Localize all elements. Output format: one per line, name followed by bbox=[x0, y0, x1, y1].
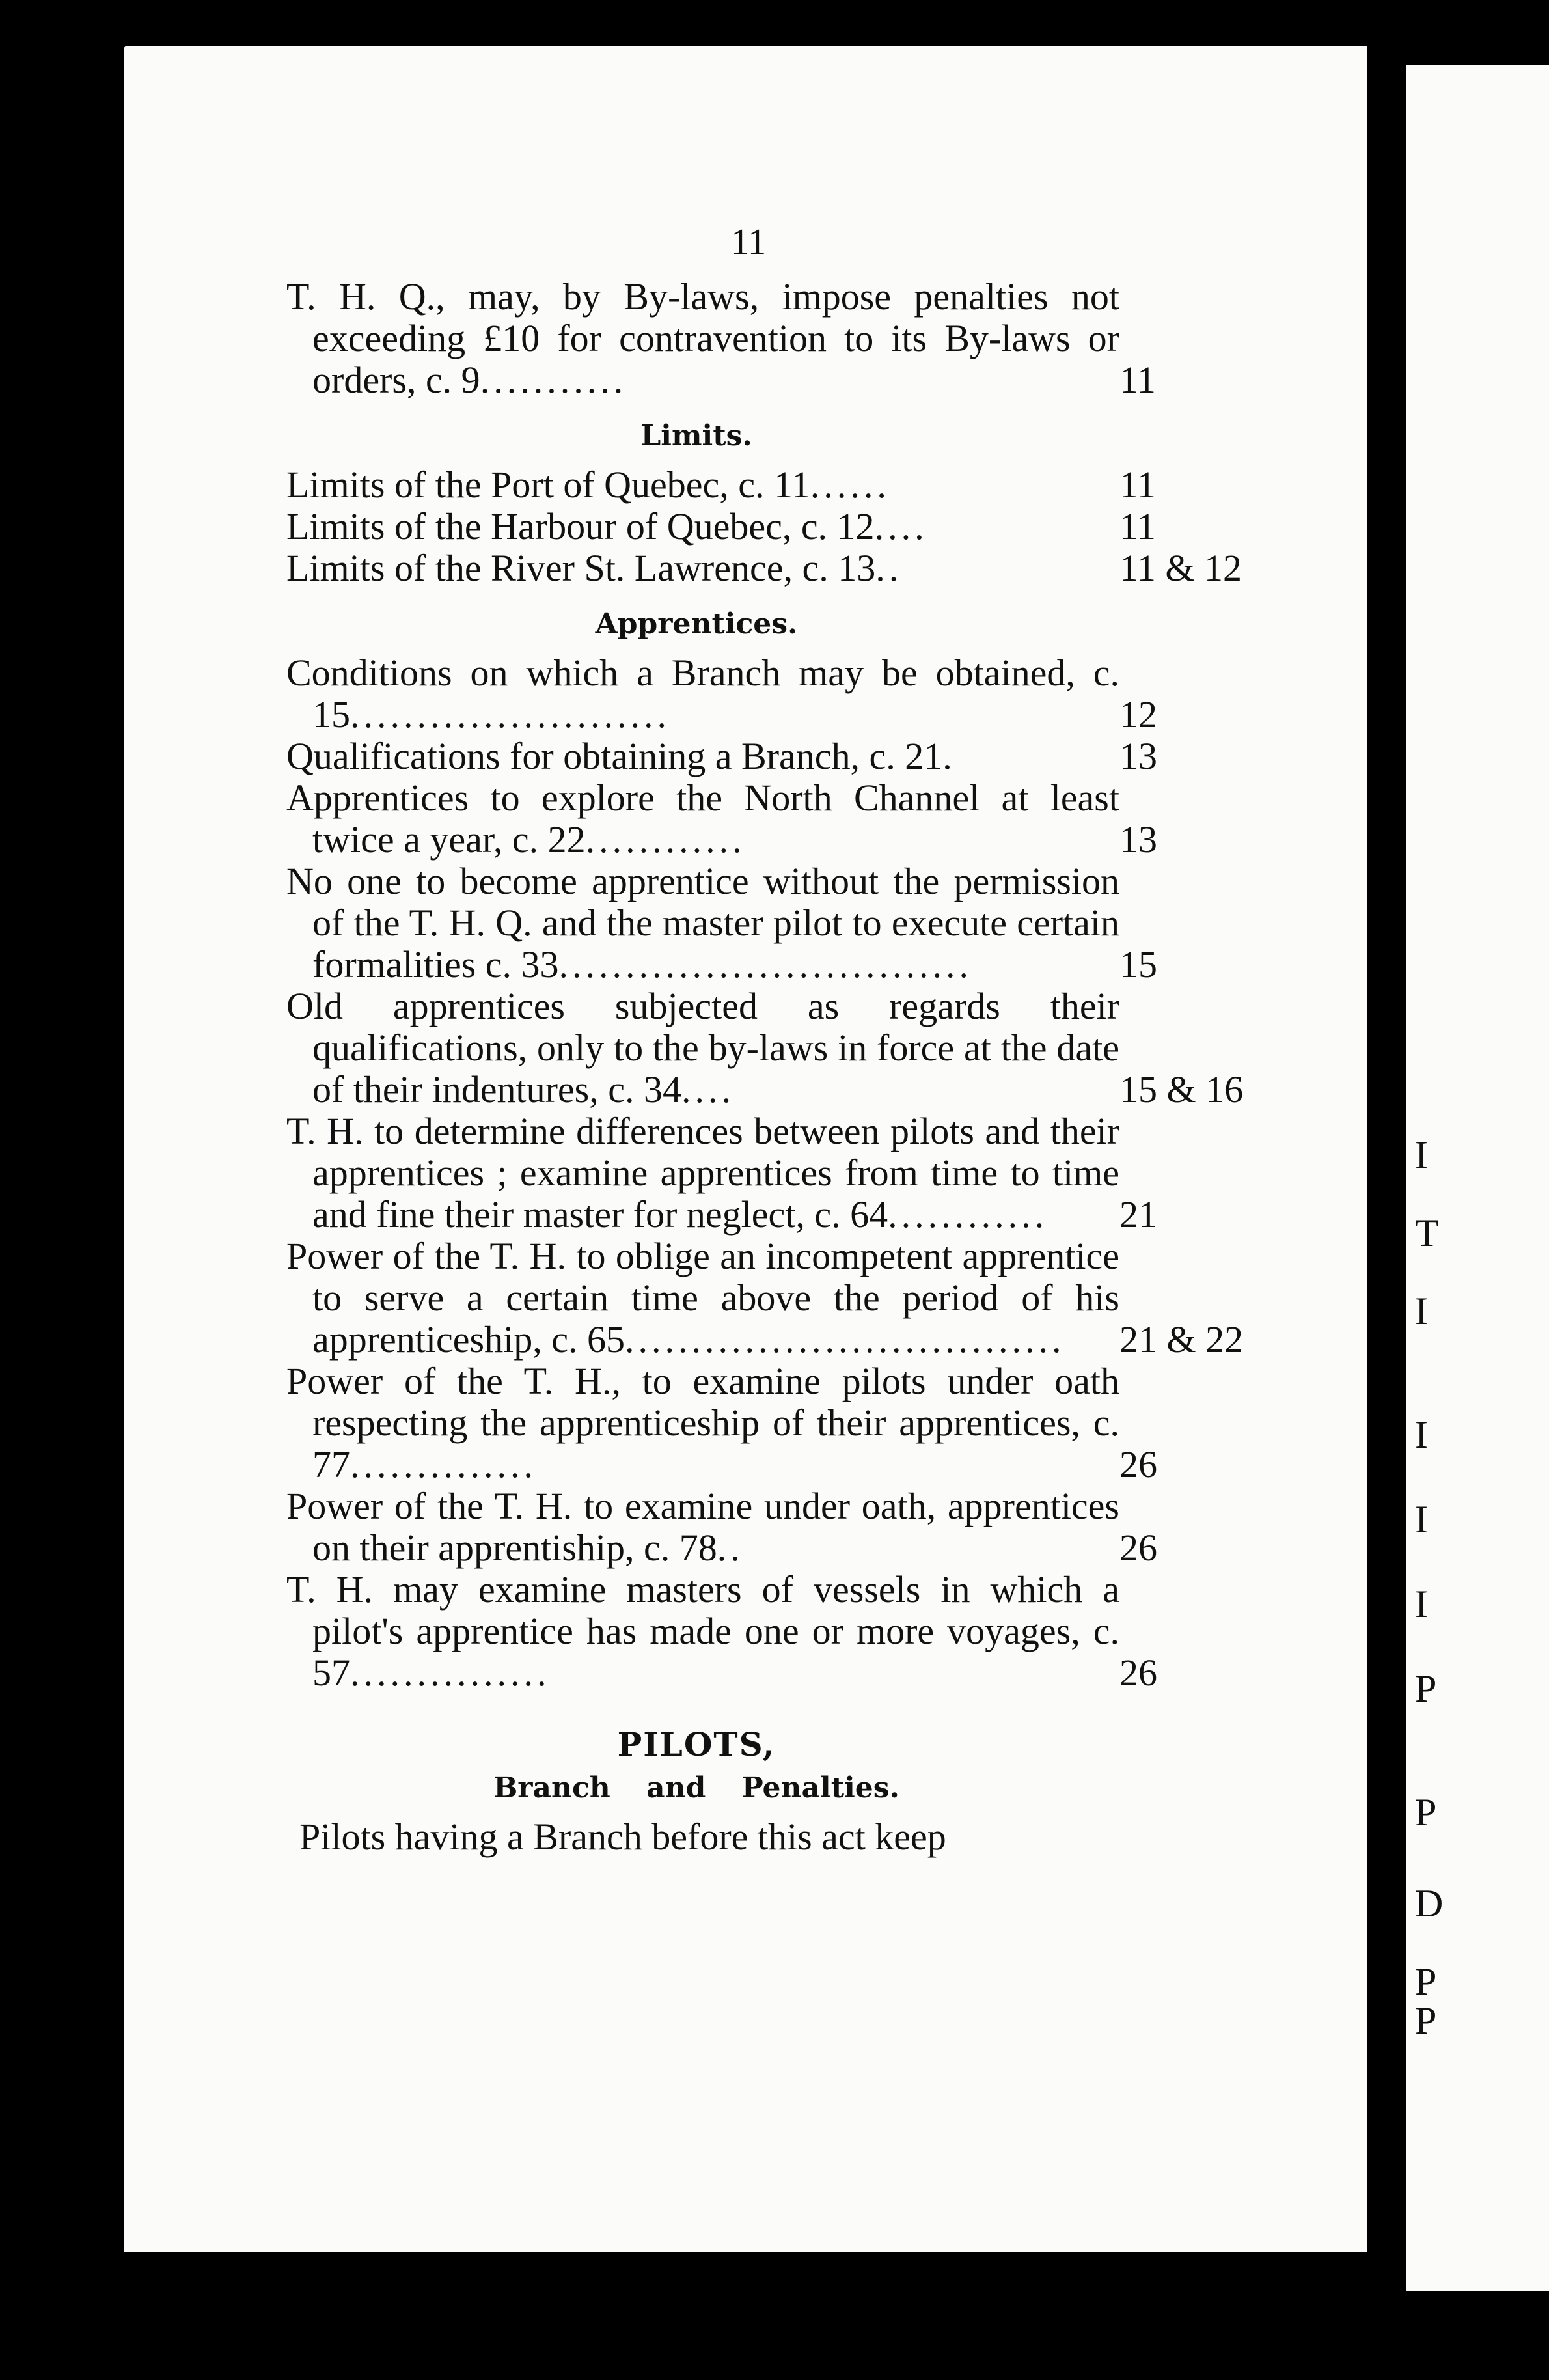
section-heading-apprentices: Apprentices. bbox=[595, 607, 798, 641]
entry-text: T. H. Q., may, by By-laws, impose penalties not exceeding £10 for contravention to its By-laws or orders, c. 9 bbox=[286, 275, 1119, 401]
leader-dots: ............................... bbox=[558, 943, 973, 986]
entry-page-ref: 26 bbox=[1119, 1443, 1157, 1486]
entry-text: Conditions on which a Branch may be obtained, c. 15 bbox=[286, 652, 1119, 736]
leader-dots: .. bbox=[717, 1527, 744, 1569]
entry-page-ref: 21 & 22 bbox=[1119, 1318, 1244, 1361]
leader-dots: ........... bbox=[480, 359, 627, 401]
right-page-letter: D bbox=[1415, 1882, 1444, 1925]
section-heading-limits: Limits. bbox=[640, 419, 752, 452]
entry-text: Old apprentices subjected as regards their qualifications, only to the by-laws in force at the date of their indentures, c. 34 bbox=[286, 985, 1119, 1111]
entry-text: Limits of the Port of Quebec, c. 11 bbox=[286, 464, 810, 506]
index-entry bbox=[286, 735, 1157, 777]
subheading-branch-penalties: Branch and Penalties. bbox=[493, 1771, 899, 1805]
section-heading-pilots: PILOTS, bbox=[617, 1725, 776, 1764]
entry-text: Limits of the River St. Lawrence, c. 13 bbox=[286, 547, 876, 589]
entry-text: Power of the T. H. to oblige an incompetent apprentice to serve a certain time above the period of his apprenticeship, c. 65 bbox=[286, 1235, 1119, 1361]
index-entry bbox=[286, 1235, 1244, 1361]
right-page-letter: I bbox=[1415, 1290, 1428, 1333]
index-entry bbox=[286, 860, 1157, 986]
index-entry bbox=[286, 1568, 1157, 1694]
leader-dots: .. bbox=[875, 547, 903, 589]
entry-page-ref: 26 bbox=[1119, 1527, 1157, 1569]
entry-text: Limits of the Harbour of Quebec, c. 12 bbox=[286, 505, 875, 547]
entry-page-ref: 21 bbox=[1119, 1193, 1157, 1236]
page-number: 11 bbox=[731, 222, 766, 262]
leader-dots: .... bbox=[681, 1068, 735, 1111]
entry-text: No one to become apprentice without the permission of the T. H. Q. and the master pilot to execute certain formalities c. 33 bbox=[286, 860, 1119, 986]
leader-dots: ...... bbox=[810, 464, 890, 506]
entry-text: T. H. may examine masters of vessels in which a pilot's apprentice has made one or more voyages, c. 57 bbox=[286, 1568, 1119, 1694]
entry-page-ref: 13 bbox=[1119, 735, 1157, 777]
paragraph-first-line: Pilots having a Branch before this act keep bbox=[299, 1816, 946, 1858]
entry-page-ref: 26 bbox=[1119, 1652, 1157, 1694]
index-entry bbox=[286, 1360, 1157, 1486]
book-spine bbox=[1367, 26, 1406, 2265]
entry-page-ref: 11 & 12 bbox=[1119, 547, 1242, 589]
entry-text: Power of the T. H., to examine pilots under oath respecting the apprenticeship of their apprentices, c. 77 bbox=[286, 1360, 1119, 1486]
entry-text: Power of the T. H. to examine under oath, apprentices on their apprentiship, c. 78 bbox=[286, 1485, 1119, 1569]
leader-dots: ............... bbox=[350, 1652, 551, 1694]
index-entry bbox=[286, 652, 1157, 736]
leader-dots: ........................ bbox=[350, 693, 670, 736]
leader-dots: ............ bbox=[888, 1193, 1049, 1236]
index-entry bbox=[286, 547, 1242, 589]
index-entry bbox=[286, 777, 1157, 861]
right-page-letter: P bbox=[1415, 1791, 1437, 1834]
entry-page-ref: 13 bbox=[1119, 818, 1157, 861]
right-page-letter: I bbox=[1415, 1583, 1428, 1626]
entry-text: T. H. to determine differences between pilots and their apprentices ; examine apprentices from time to time and fine their master for neglect, c. 64 bbox=[286, 1110, 1119, 1236]
right-page-letter: T bbox=[1415, 1211, 1439, 1254]
leader-dots: ............ bbox=[585, 818, 746, 861]
right-page-letter: P bbox=[1415, 1960, 1437, 2003]
entry-page-ref: 11 bbox=[1119, 359, 1156, 401]
right-page bbox=[1406, 65, 1549, 2291]
entry-page-ref: 11 bbox=[1119, 464, 1156, 506]
right-page-letter: P bbox=[1415, 1667, 1437, 1710]
entry-text: Qualifications for obtaining a Branch, c. 21. bbox=[286, 735, 952, 777]
index-entry bbox=[286, 505, 1156, 547]
entry-page-ref: 11 bbox=[1119, 505, 1156, 547]
right-page-letter: I bbox=[1415, 1413, 1428, 1456]
right-page-letter: P bbox=[1415, 1999, 1437, 2042]
index-content bbox=[286, 221, 1289, 1858]
entry-page-ref: 15 bbox=[1119, 943, 1157, 986]
right-page-letter: I bbox=[1415, 1498, 1428, 1541]
leader-dots: ................................. bbox=[624, 1318, 1065, 1361]
leader-dots: .... bbox=[874, 505, 928, 547]
entry-text: Apprentices to explore the North Channel at least twice a year, c. 22 bbox=[286, 777, 1119, 861]
index-entry bbox=[286, 464, 1156, 506]
right-page-letter: I bbox=[1415, 1133, 1428, 1176]
index-entry bbox=[286, 985, 1244, 1111]
entry-page-ref: 15 & 16 bbox=[1119, 1068, 1244, 1111]
leader-dots: .............. bbox=[350, 1443, 537, 1486]
index-entry bbox=[286, 275, 1156, 401]
index-entry bbox=[286, 1485, 1157, 1569]
entry-page-ref: 12 bbox=[1119, 693, 1157, 736]
index-entry bbox=[286, 1110, 1157, 1236]
